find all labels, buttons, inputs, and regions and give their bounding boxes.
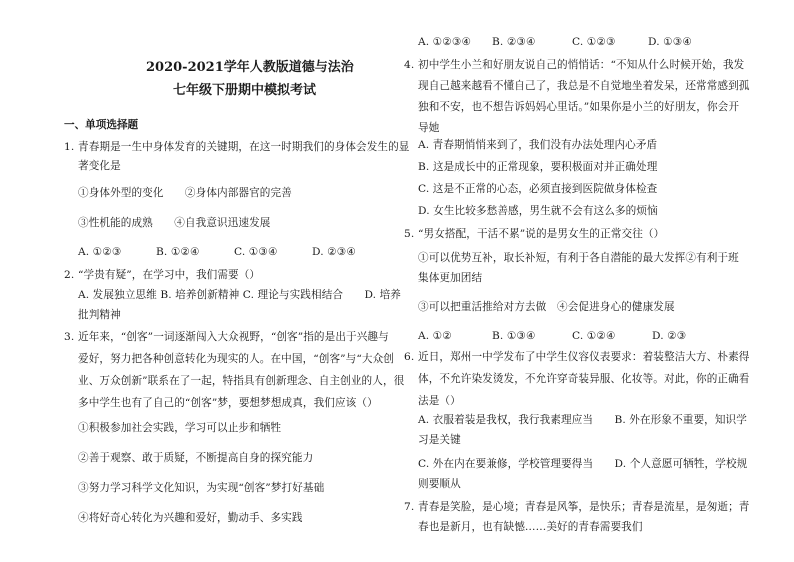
- option-c[interactable]: C. 这是不正常的心态，必须直接到医院做身体检查: [418, 183, 658, 195]
- option-c[interactable]: C. ①②④: [572, 330, 616, 342]
- option-b[interactable]: B. ②③④: [492, 36, 536, 48]
- option-d[interactable]: D. ②③④: [312, 246, 356, 258]
- option-b[interactable]: B. 这是成长中的正常现象，要积极面对并正确处理: [418, 161, 658, 173]
- question-number: 1.: [64, 141, 75, 153]
- option-d[interactable]: D. ①③④: [648, 36, 692, 48]
- answer-options[interactable]: A. 衣服着装是我权，我行我素理应当 B. 外在形象不重要，知识学: [418, 414, 747, 426]
- question-4: [404, 58, 744, 72]
- choice-items: ③努力学习科学文化知识，为实现“创客”梦打好基础: [78, 482, 325, 494]
- option-a[interactable]: A. ①②③④: [418, 36, 472, 48]
- question-text: 导她: [418, 122, 440, 134]
- answer-options[interactable]: 则要顺从: [418, 478, 461, 490]
- question-text: 春也是新月，也有缺憾……美好的青春需要我们: [418, 521, 643, 533]
- question-text: 法是（）: [418, 395, 461, 407]
- question-6: [404, 350, 750, 364]
- question-number: 3.: [64, 331, 75, 343]
- option-c[interactable]: C. ①②③: [572, 36, 616, 48]
- choice-items: 集体更加团结: [418, 272, 483, 284]
- question-7: [404, 500, 750, 514]
- exam-title-line1: 2020-2021学年人教版道德与法治: [146, 60, 354, 75]
- choice-items: ①可以优势互补，取长补短，有利于各自潜能的最大发挥②有利于班: [418, 252, 739, 264]
- option-a[interactable]: A. ①②: [418, 330, 452, 342]
- question-text: “学贵有疑”，在学习中，我们需要（）: [78, 269, 261, 281]
- choice-items: ③性机能的成熟 ④自我意识迅速发展: [78, 217, 271, 229]
- question-text: “男女搭配，干活不累”说的是男女生的正常交往（）: [418, 228, 665, 240]
- answer-options: [418, 329, 686, 343]
- question-text: 多中学生也有了自己的“创客”梦，要想梦想成真，我们应该（）: [78, 397, 378, 409]
- option-b[interactable]: B. ①②④: [156, 246, 200, 258]
- exam-title-line2: 七年级下册期中模拟考试: [173, 83, 317, 98]
- answer-options[interactable]: 习是关键: [418, 434, 461, 446]
- question-1: [64, 140, 410, 154]
- choice-items: ②善于观察、敢于质疑，不断提高自身的探究能力: [78, 452, 314, 464]
- question-text: 青春期是一生中身体发育的关键期，在这一时期我们的身体会发生的显: [78, 141, 410, 153]
- option-a[interactable]: A. 青春期悄悄来到了，我们没有办法处理内心矛盾: [418, 139, 658, 151]
- question-5: [404, 227, 664, 241]
- question-number: 2.: [64, 269, 75, 281]
- section-heading: 一、单项选择题: [64, 119, 139, 131]
- question-number: 4.: [404, 59, 415, 71]
- answer-options: [418, 35, 692, 49]
- question-text: 体，不允许染发烫发，不允许穿奇装异服、化妆等。对此，你的正确看: [418, 373, 750, 385]
- question-text: 初中学生小兰和好朋友说自己的悄悄话：“不知从什么时候开始，我发: [418, 59, 745, 71]
- option-c[interactable]: C. ①③④: [234, 246, 278, 258]
- question-2: [64, 268, 260, 282]
- question-text: 近日，郑州一中学发布了中学生仪容仪表要求：着装整洁大方、朴素得: [418, 351, 750, 363]
- option-b[interactable]: B. ①③④: [492, 330, 536, 342]
- question-text: 著变化是: [78, 160, 121, 172]
- answer-options: [78, 245, 356, 259]
- question-text: 近年来，“创客”一词逐渐闯入大众视野，“创客”指的是出于兴趣与: [78, 331, 389, 343]
- question-text: 业、万众创新”联系在了一起，特指具有创新理念、自主创业的人，很: [78, 375, 405, 387]
- question-text: 独和不安，也不想告诉妈妈心里话。”如果你是小兰的好朋友，你会开: [418, 101, 740, 113]
- answer-options[interactable]: 批判精神: [78, 309, 121, 321]
- question-text: 青春是笑脸，是心境；青春是风筝，是快乐；青春是流星，是匆逝；青: [418, 501, 750, 513]
- choice-items: ③可以把重活推给对方去做 ④会促进身心的健康发展: [418, 301, 675, 313]
- option-d[interactable]: D. ②③: [652, 330, 687, 342]
- choice-items: ①积极参加社会实践，学习可以止步和牺牲: [78, 422, 282, 434]
- question-number: 7.: [404, 501, 415, 513]
- question-number: 6.: [404, 351, 415, 363]
- option-d[interactable]: D. 女生比较多愁善感，男生就不会有这么多的烦恼: [418, 205, 658, 217]
- option-a[interactable]: A. ①②③: [78, 246, 122, 258]
- question-text: 爱好，努力把各种创意转化为现实的人。在中国，“创客”与“大众创: [78, 353, 394, 365]
- choice-items: ①身体外型的变化 ②身体内部器官的完善: [78, 187, 292, 199]
- answer-options[interactable]: C. 外在内在要兼修，学校管理要得当 D. 个人意愿可牺牲，学校规: [418, 458, 748, 470]
- question-3: [64, 330, 389, 344]
- choice-items: ④将好奇心转化为兴趣和爱好，勤动手、多实践: [78, 512, 303, 524]
- question-text: 现自己越来越看不懂自己了，我总是不自觉地坐着发呆，还常常感到孤: [418, 80, 750, 92]
- answer-options[interactable]: A. 发展独立思维 B. 培养创新精神 C. 理论与实践相结合 D. 培养: [78, 289, 402, 301]
- question-number: 5.: [404, 228, 415, 240]
